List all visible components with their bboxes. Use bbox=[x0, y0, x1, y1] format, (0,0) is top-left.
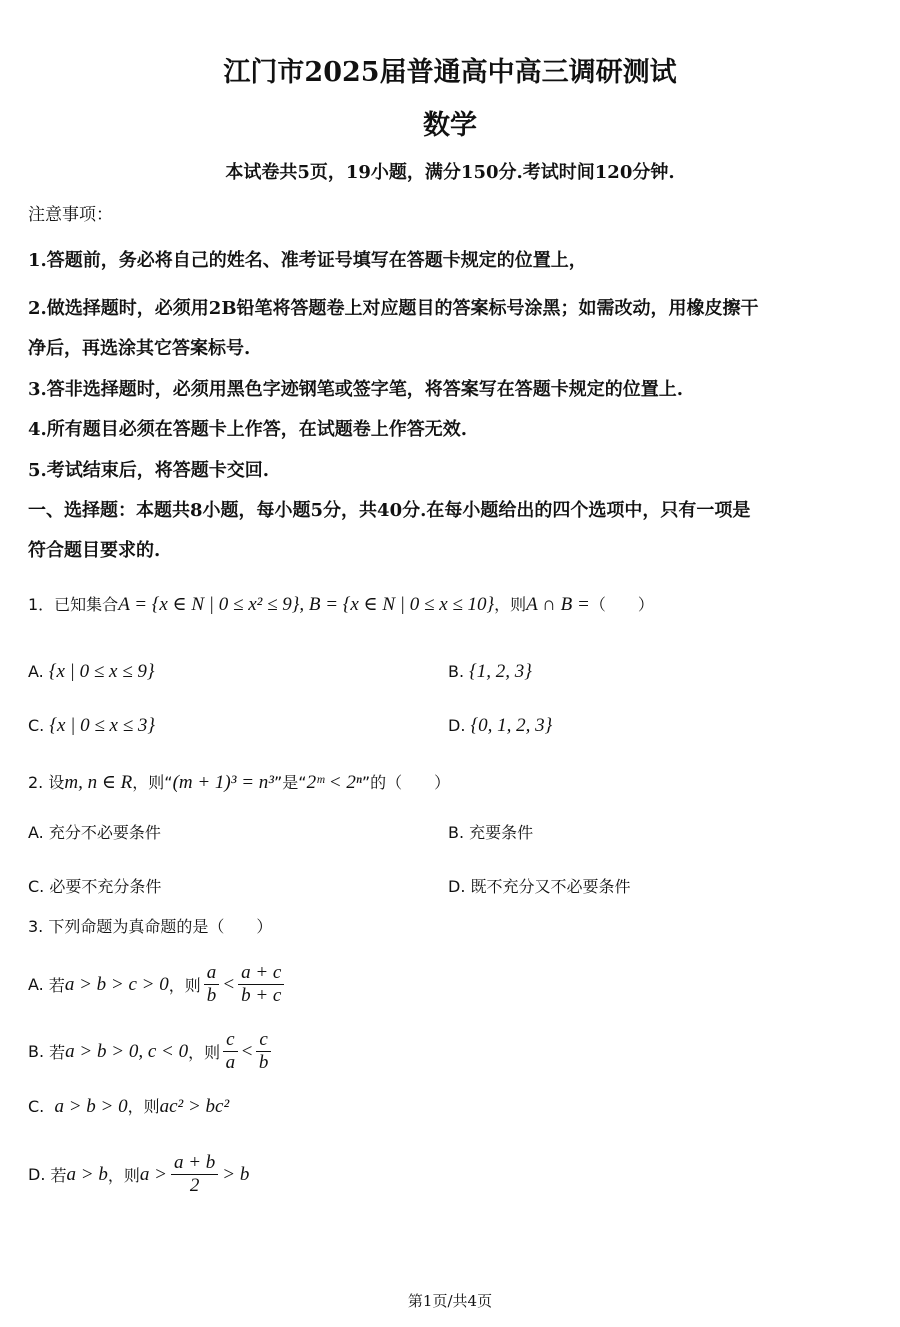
notice-item-4: 4.所有题目必须在答题卡上作答，在试题卷上作答无效. bbox=[28, 419, 468, 440]
option-mid: ，则 bbox=[127, 1097, 160, 1116]
q3-option-d bbox=[28, 1152, 249, 1197]
option-mid: ，则 bbox=[107, 1166, 140, 1185]
section-heading-line1: 一、选择题：本题共8小题，每小题5分，共40分.在每小题给出的四个选项中，只有一项是 bbox=[28, 500, 751, 521]
option-condition: a > b > c > 0 bbox=[64, 973, 169, 995]
fraction-numerator: a bbox=[204, 962, 220, 985]
option-mid: ，则 bbox=[188, 1043, 221, 1062]
q2-option-a bbox=[28, 820, 161, 843]
option-text: {x | 0 ≤ x ≤ 9} bbox=[48, 661, 155, 682]
q2-suffix: ”的（ ） bbox=[361, 773, 451, 792]
notice-heading: 注意事项： bbox=[28, 205, 113, 225]
operator: < bbox=[240, 1040, 254, 1062]
q1-suffix: （ ） bbox=[589, 595, 654, 614]
page-title: 江门市2025届普通高中高三调研测试 bbox=[223, 57, 677, 88]
option-text: {0, 1, 2, 3} bbox=[470, 715, 553, 736]
fraction-rhs bbox=[256, 1029, 270, 1074]
notice-item-1: 1.答题前，务必将自己的姓名、准考证号填写在答题卡规定的位置上， bbox=[28, 250, 587, 271]
section-heading-line2: 符合题目要求的. bbox=[28, 540, 161, 561]
option-conclusion: ac² > bc² bbox=[159, 1096, 230, 1117]
option-condition: a > b bbox=[66, 1163, 108, 1185]
q1-option-b bbox=[448, 661, 532, 683]
question-1-stem bbox=[28, 592, 654, 616]
fraction-rhs bbox=[238, 962, 284, 1007]
fraction-denominator: b bbox=[258, 1052, 269, 1073]
option-label: A. bbox=[28, 823, 44, 842]
option-label: A. bbox=[28, 975, 44, 994]
notice-item-2: 2.做选择题时，必须用2B铅笔将答题卷上对应题目的答案标号涂黑；如需改动，用橡皮擦干 bbox=[28, 298, 759, 319]
q3-option-a bbox=[28, 962, 287, 1007]
option-label: C. bbox=[28, 1097, 45, 1116]
fraction-numerator: c bbox=[256, 1029, 270, 1052]
option-label: D. bbox=[448, 716, 466, 735]
option-mid: ，则 bbox=[168, 976, 201, 995]
q2-mid2: ”是“ bbox=[273, 773, 307, 792]
q1-math2: A ∩ B = bbox=[526, 594, 590, 615]
q2-option-c bbox=[28, 874, 161, 897]
q3-option-c bbox=[28, 1094, 229, 1118]
q2-prefix: 2. 设 bbox=[28, 773, 65, 792]
option-label: B. bbox=[28, 1042, 45, 1061]
subject-title: 数学 bbox=[423, 110, 477, 141]
fraction-numerator: c bbox=[223, 1029, 237, 1052]
conclusion-pre: a > bbox=[139, 1163, 167, 1185]
q1-prefix: 1．已知集合 bbox=[28, 595, 119, 614]
option-pre: 若 bbox=[50, 1166, 67, 1185]
q3-option-b bbox=[28, 1029, 274, 1074]
conclusion-post: > b bbox=[222, 1163, 250, 1185]
option-label: D. bbox=[448, 877, 466, 896]
option-condition: a > b > 0, c < 0 bbox=[65, 1040, 189, 1062]
option-pre: 若 bbox=[48, 976, 65, 995]
option-label: C. bbox=[28, 716, 45, 735]
option-text: {x | 0 ≤ x ≤ 3} bbox=[49, 715, 156, 736]
q1-option-a bbox=[28, 661, 155, 683]
q1-option-c bbox=[28, 715, 155, 737]
q2-math3: 2ᵐ < 2ⁿ bbox=[306, 772, 362, 793]
option-text: 充分不必要条件 bbox=[48, 823, 161, 842]
option-text: 充要条件 bbox=[469, 823, 534, 842]
q1-math: A = {x ∈ N | 0 ≤ x² ≤ 9}, B = {x ∈ N | 0 ≤ x ≤ 10} bbox=[118, 594, 495, 615]
option-text: 必要不充分条件 bbox=[49, 877, 162, 896]
option-label: B. bbox=[448, 662, 465, 681]
q2-option-d bbox=[448, 874, 631, 897]
fraction-denominator: a bbox=[225, 1052, 236, 1073]
q1-option-d bbox=[448, 715, 552, 737]
page-number: 第1页/共4页 bbox=[407, 1292, 493, 1310]
fraction-denominator: b + c bbox=[241, 985, 282, 1006]
option-label: C. bbox=[28, 877, 45, 896]
question-2-stem bbox=[28, 770, 450, 794]
operator: < bbox=[222, 973, 236, 995]
fraction-denominator: 2 bbox=[189, 1175, 200, 1196]
fraction-numerator: a + c bbox=[238, 962, 284, 985]
option-pre: 若 bbox=[49, 1043, 66, 1062]
option-label: A. bbox=[28, 662, 44, 681]
q1-mid: ，则 bbox=[494, 595, 527, 614]
q2-math2: (m + 1)³ = n³ bbox=[172, 772, 274, 793]
notice-item-2-cont: 净后，再选涂其它答案标号. bbox=[28, 338, 251, 359]
q2-mid: ，则“ bbox=[132, 773, 173, 792]
option-text: 既不充分又不必要条件 bbox=[470, 877, 631, 896]
question-3-stem: 3. 下列命题为真命题的是（ ） bbox=[28, 917, 273, 936]
q2-math: m, n ∈ R bbox=[64, 772, 133, 793]
exam-info: 本试卷共5页，19小题，满分150分.考试时间120分钟. bbox=[225, 162, 675, 183]
option-condition: a > b > 0 bbox=[54, 1096, 128, 1117]
notice-item-5: 5.考试结束后，将答题卡交回. bbox=[28, 460, 270, 481]
fraction-denominator: b bbox=[206, 985, 217, 1006]
notice-item-3: 3.答非选择题时，必须用黑色字迹钢笔或签字笔，将答案写在答题卡规定的位置上. bbox=[28, 379, 684, 400]
fraction bbox=[171, 1152, 218, 1197]
option-label: D. bbox=[28, 1165, 46, 1184]
fraction-lhs bbox=[204, 962, 220, 1007]
option-text: {1, 2, 3} bbox=[469, 661, 532, 682]
fraction-lhs bbox=[223, 1029, 237, 1074]
option-label: B. bbox=[448, 823, 465, 842]
q2-option-b bbox=[448, 820, 533, 843]
fraction-numerator: a + b bbox=[171, 1152, 218, 1175]
